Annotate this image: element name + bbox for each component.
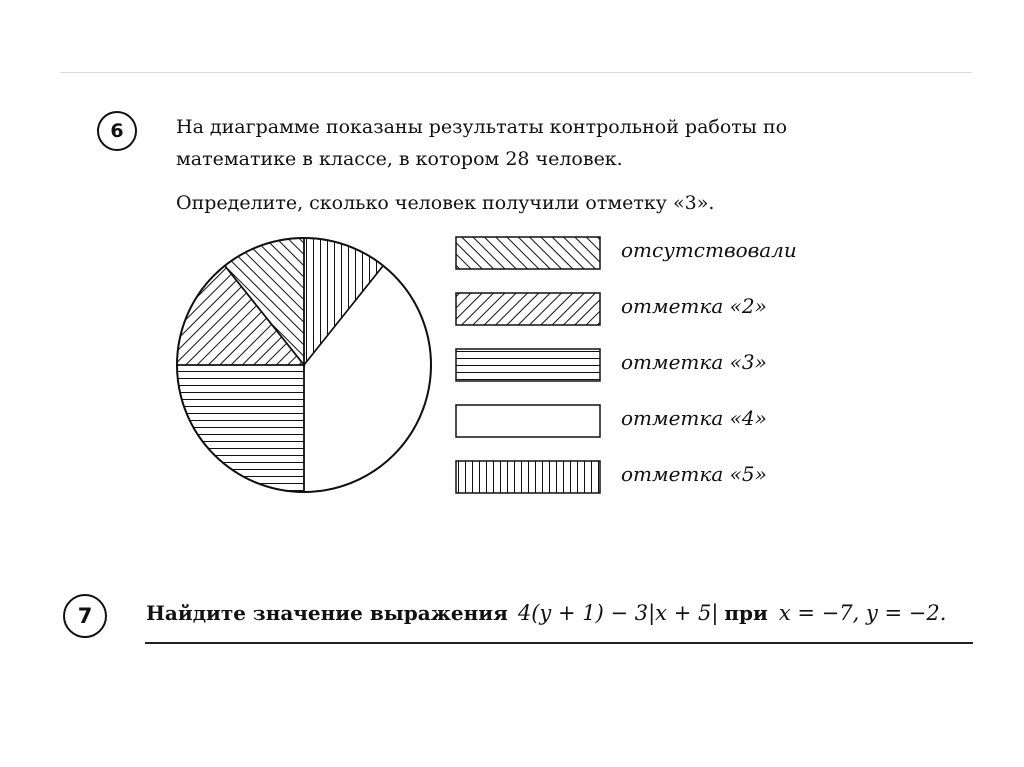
legend-swatch-diag-down bbox=[455, 236, 601, 270]
top-divider bbox=[60, 72, 972, 73]
question-7-expression: 4(y + 1) − 3|x + 5| bbox=[517, 601, 719, 625]
legend-swatch-blank bbox=[455, 404, 601, 438]
legend-label-grade-3: отметка «3» bbox=[621, 350, 767, 374]
question-7-prompt: Найдите значение выражения bbox=[146, 601, 508, 625]
legend-swatch-vertical bbox=[455, 460, 601, 494]
bottom-divider bbox=[145, 642, 973, 644]
legend-swatch-diag-up bbox=[455, 292, 601, 326]
question-6-text-line-1: На диаграмме показаны результаты контрольной работы по bbox=[176, 116, 788, 138]
legend-label-grade-4: отметка «4» bbox=[621, 406, 767, 430]
legend-label-grade-2: отметка «2» bbox=[621, 294, 767, 318]
question-7-connector: при bbox=[724, 601, 768, 625]
chart-legend bbox=[455, 236, 797, 516]
legend-label-absent: отсутствовали bbox=[621, 238, 797, 262]
legend-item-grade-5 bbox=[455, 460, 797, 516]
question-7-number: 7 bbox=[63, 594, 107, 638]
pie-slice-3 bbox=[177, 365, 304, 492]
legend-item-grade-4 bbox=[455, 404, 797, 460]
legend-label-grade-5: отметка «5» bbox=[621, 462, 767, 486]
question-6-number: 6 bbox=[97, 111, 137, 151]
legend-swatch-horizontal bbox=[455, 348, 601, 382]
legend-item-grade-3 bbox=[455, 348, 797, 404]
pie-chart bbox=[170, 228, 440, 508]
question-6-task: Определите, сколько человек получили отметку «3». bbox=[176, 192, 715, 214]
question-7-condition: x = −7, y = −2. bbox=[778, 601, 947, 625]
question-7-text bbox=[146, 596, 946, 630]
legend-item-grade-2 bbox=[455, 292, 797, 348]
pie-slices bbox=[177, 238, 431, 492]
question-6-text-line-2: математике в классе, в котором 28 человек. bbox=[176, 148, 623, 170]
legend-item-absent bbox=[455, 236, 797, 292]
